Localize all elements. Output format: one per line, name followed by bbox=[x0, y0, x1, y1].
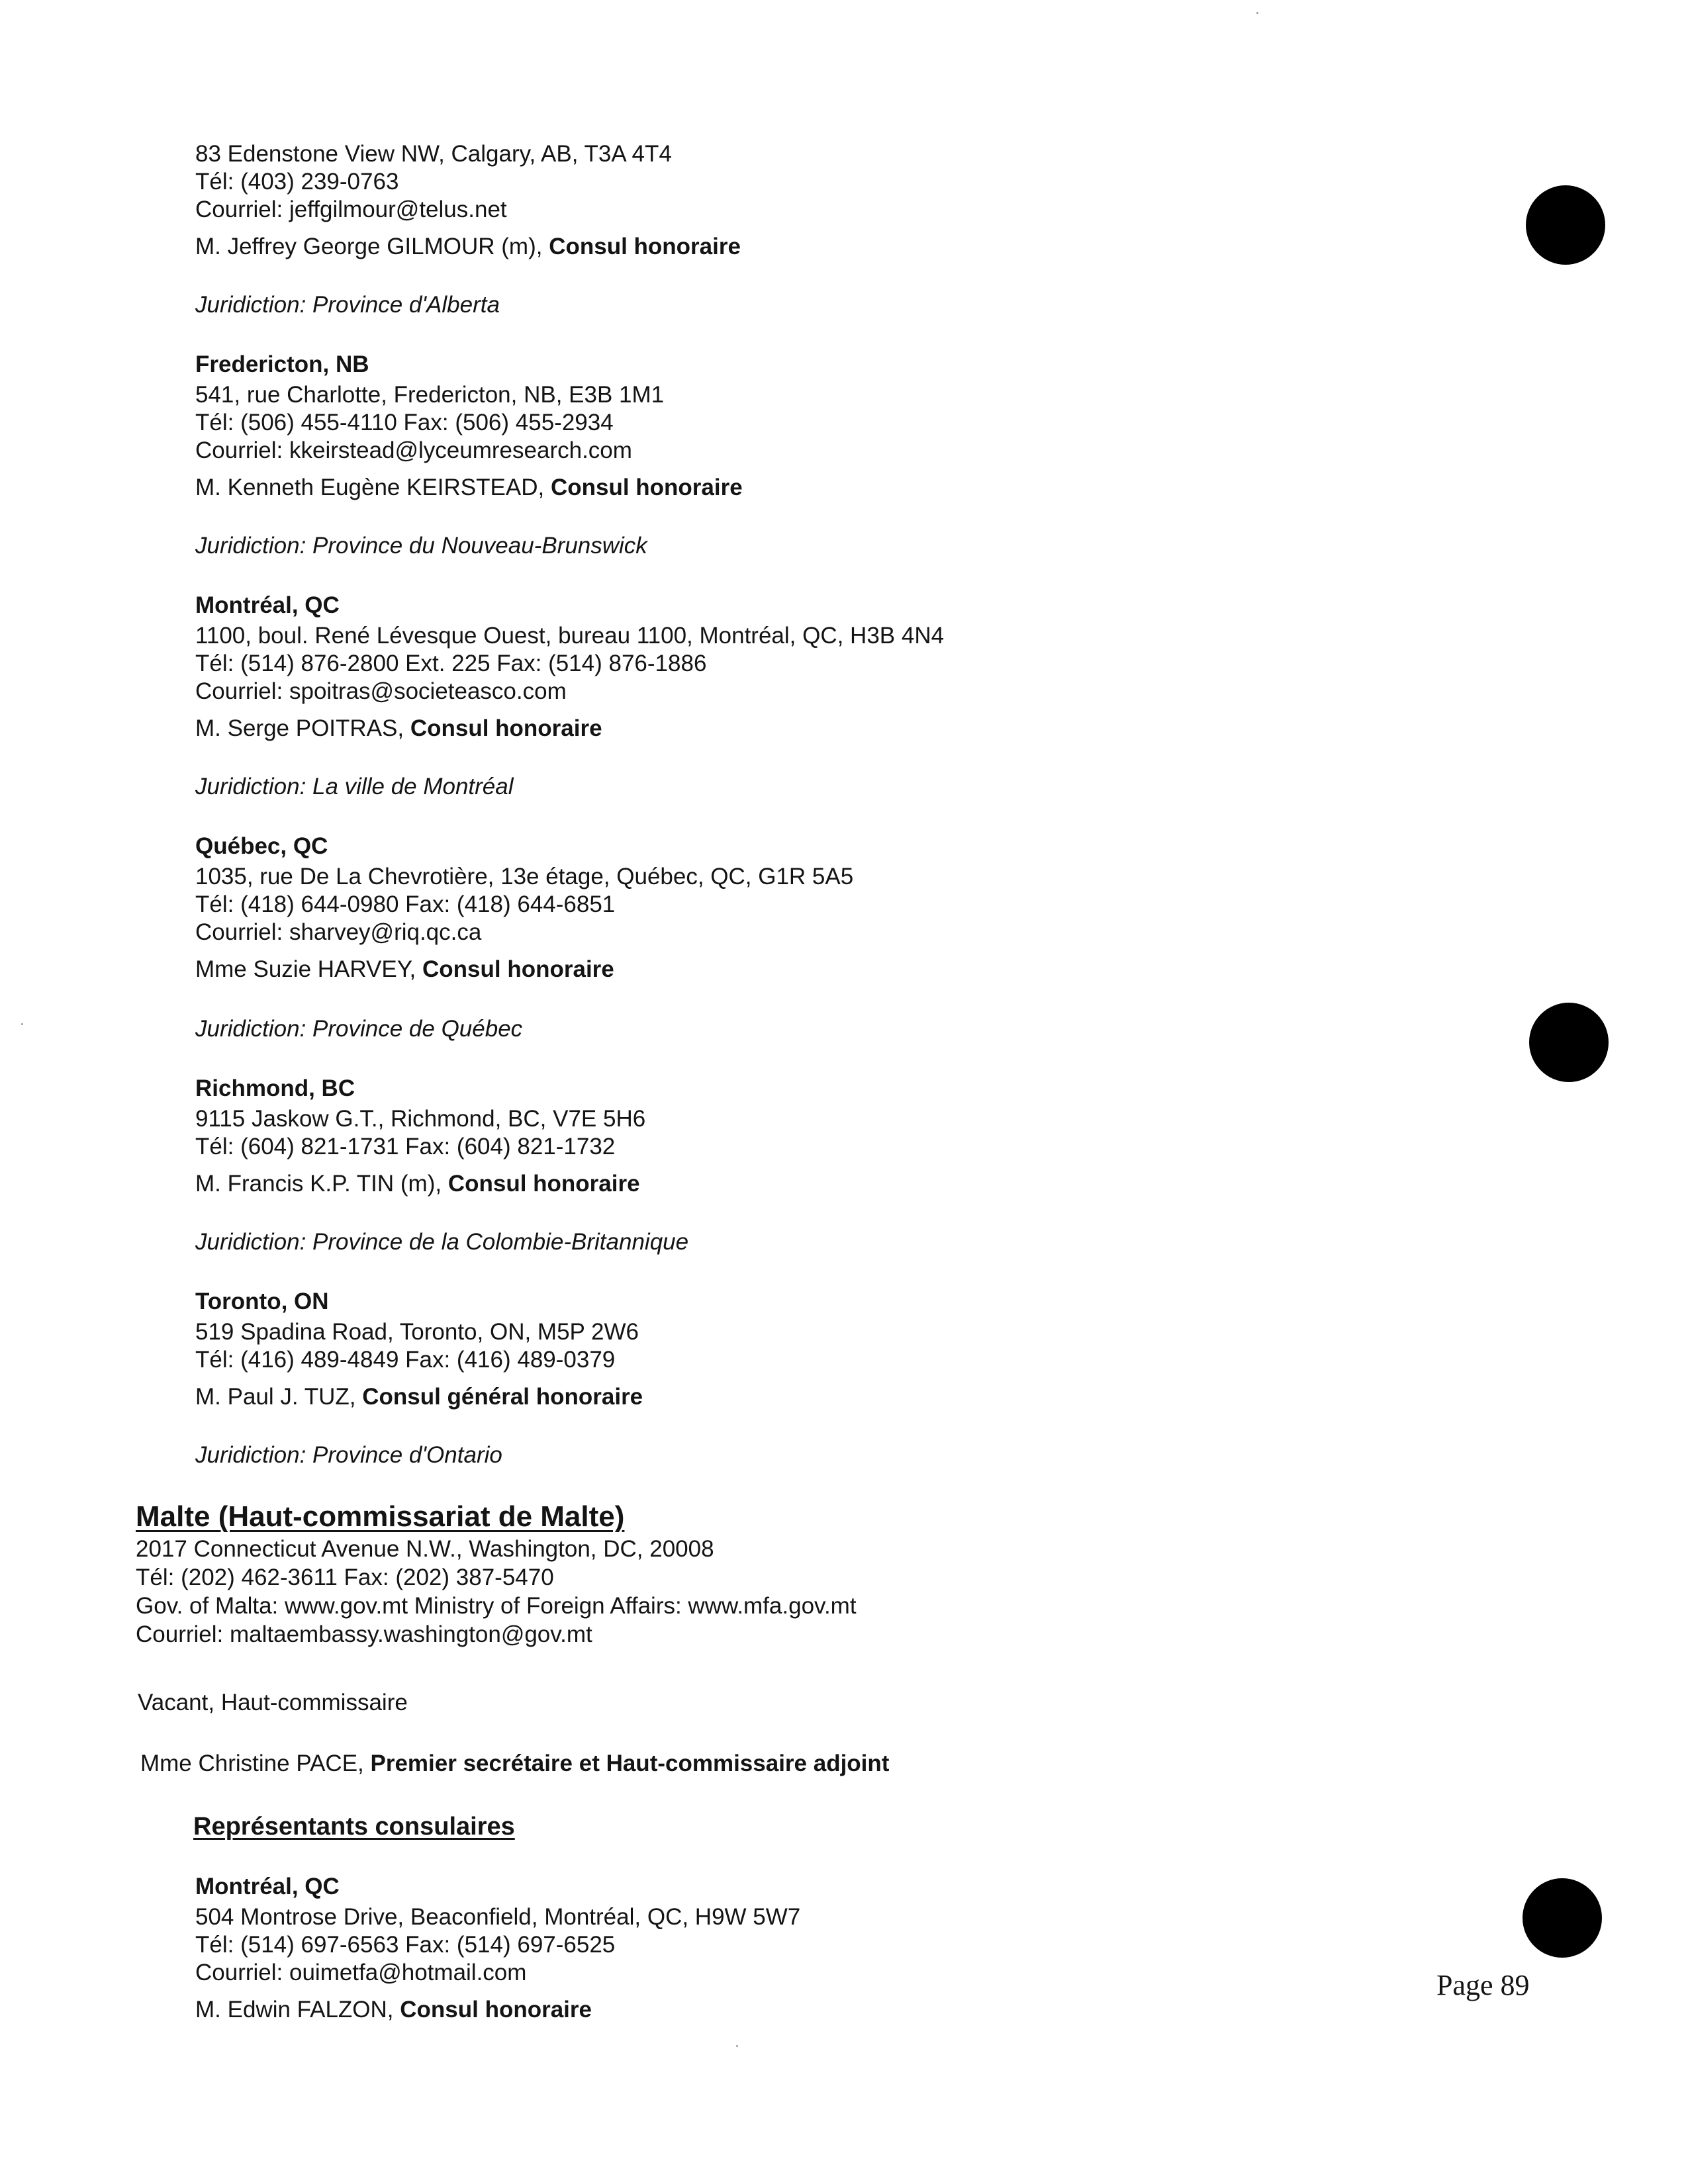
person-role: Consul honoraire bbox=[550, 475, 743, 500]
entry-city: Québec, QC bbox=[195, 833, 328, 859]
entry-address: 519 Spadina Road, Toronto, ON, M5P 2W6 bbox=[195, 1319, 639, 1345]
entry-person bbox=[195, 1996, 592, 2024]
person-role: Premier secrétaire et Haut-commissaire adjoint bbox=[370, 1751, 890, 1776]
entry-person bbox=[195, 956, 614, 983]
entry-email: Courriel: spoitras@societeasco.com bbox=[195, 678, 567, 704]
entry-phone: Tél: (506) 455-4110 Fax: (506) 455-2934 bbox=[195, 410, 614, 435]
scan-speck bbox=[21, 1023, 23, 1025]
malta-email: Courriel: maltaembassy.washington@gov.mt bbox=[136, 1621, 592, 1647]
person-role: Consul honoraire bbox=[549, 234, 741, 259]
scan-speck bbox=[736, 2045, 738, 2047]
person-name: M. Paul J. TUZ, bbox=[195, 1384, 363, 1410]
entry-phone: Tél: (514) 697-6563 Fax: (514) 697-6525 bbox=[195, 1932, 616, 1958]
person-role: Consul général honoraire bbox=[362, 1384, 643, 1410]
entry-person bbox=[195, 474, 743, 502]
entry-person bbox=[195, 715, 602, 743]
entry-email: Courriel: ouimetfa@hotmail.com bbox=[195, 1960, 527, 1985]
entry-phone: Tél: (403) 239-0763 bbox=[195, 169, 399, 195]
entry-jurisdiction: Juridiction: La ville de Montréal bbox=[195, 774, 514, 799]
entry-person bbox=[195, 1383, 643, 1411]
entry-jurisdiction: Juridiction: Province de Québec bbox=[195, 1016, 523, 1042]
entry-person bbox=[195, 233, 741, 261]
entry-email: Courriel: jeffgilmour@telus.net bbox=[195, 197, 507, 222]
person-name: M. Edwin FALZON, bbox=[195, 1997, 400, 2023]
entry-address: 1100, boul. René Lévesque Ouest, bureau 1100, Montréal, QC, H3B 4N4 bbox=[195, 623, 945, 649]
punch-hole-bottom bbox=[1523, 1878, 1602, 1958]
consular-representatives-heading: Représentants consulaires bbox=[193, 1813, 515, 1841]
entry-city: Toronto, ON bbox=[195, 1289, 329, 1314]
entry-person bbox=[195, 1170, 640, 1198]
malta-staff bbox=[140, 1750, 889, 1778]
entry-jurisdiction: Juridiction: Province du Nouveau-Brunswick bbox=[195, 533, 647, 559]
person-role: Consul honoraire bbox=[422, 956, 614, 982]
malta-web: Gov. of Malta: www.gov.mt Ministry of Foreign Affairs: www.mfa.gov.mt bbox=[136, 1593, 857, 1619]
entry-address: 9115 Jaskow G.T., Richmond, BC, V7E 5H6 bbox=[195, 1106, 646, 1132]
entry-jurisdiction: Juridiction: Province d'Alberta bbox=[195, 292, 500, 318]
person-role: Consul honoraire bbox=[410, 715, 602, 741]
entry-address: 83 Edenstone View NW, Calgary, AB, T3A 4T4 bbox=[195, 141, 672, 167]
scan-speck bbox=[1256, 12, 1258, 14]
entry-address: 541, rue Charlotte, Fredericton, NB, E3B 1M1 bbox=[195, 382, 665, 408]
entry-jurisdiction: Juridiction: Province de la Colombie-Britannique bbox=[195, 1229, 689, 1255]
entry-address: 1035, rue De La Chevrotière, 13e étage, Québec, QC, G1R 5A5 bbox=[195, 864, 854, 889]
entry-phone: Tél: (418) 644-0980 Fax: (418) 644-6851 bbox=[195, 891, 616, 917]
person-name: M. Kenneth Eugène KEIRSTEAD, bbox=[195, 475, 551, 500]
malta-vacant: Vacant, Haut-commissaire bbox=[138, 1690, 408, 1715]
person-name: Mme Christine PACE, bbox=[140, 1751, 371, 1776]
person-role: Consul honoraire bbox=[447, 1171, 640, 1197]
malta-address: 2017 Connecticut Avenue N.W., Washington, DC, 20008 bbox=[136, 1536, 714, 1562]
malta-phone: Tél: (202) 462-3611 Fax: (202) 387-5470 bbox=[136, 1565, 554, 1590]
entry-city: Richmond, BC bbox=[195, 1075, 355, 1101]
entry-email: Courriel: sharvey@riq.qc.ca bbox=[195, 919, 482, 945]
entry-phone: Tél: (604) 821-1731 Fax: (604) 821-1732 bbox=[195, 1134, 616, 1160]
person-name: M. Jeffrey George GILMOUR (m), bbox=[195, 234, 549, 259]
entry-city: Montréal, QC bbox=[195, 592, 340, 618]
person-name: M. Serge POITRAS, bbox=[195, 715, 410, 741]
punch-hole-middle bbox=[1529, 1003, 1609, 1082]
person-role: Consul honoraire bbox=[400, 1997, 592, 2023]
entry-city: Montréal, QC bbox=[195, 1874, 340, 1899]
entry-address: 504 Montrose Drive, Beaconfield, Montréal, QC, H9W 5W7 bbox=[195, 1904, 801, 1930]
entry-jurisdiction: Juridiction: Province d'Ontario bbox=[195, 1442, 502, 1468]
section-title: Malte (Haut-commissariat de Malte) bbox=[136, 1500, 625, 1533]
person-name: M. Francis K.P. TIN (m), bbox=[195, 1171, 448, 1197]
entry-phone: Tél: (514) 876-2800 Ext. 225 Fax: (514) 876-1886 bbox=[195, 651, 707, 676]
entry-email: Courriel: kkeirstead@lyceumresearch.com bbox=[195, 437, 632, 463]
entry-city: Fredericton, NB bbox=[195, 351, 369, 377]
punch-hole-top bbox=[1526, 185, 1605, 265]
entry-phone: Tél: (416) 489-4849 Fax: (416) 489-0379 bbox=[195, 1347, 616, 1373]
person-name: Mme Suzie HARVEY, bbox=[195, 956, 423, 982]
page-number: Page 89 bbox=[1436, 1969, 1530, 2001]
